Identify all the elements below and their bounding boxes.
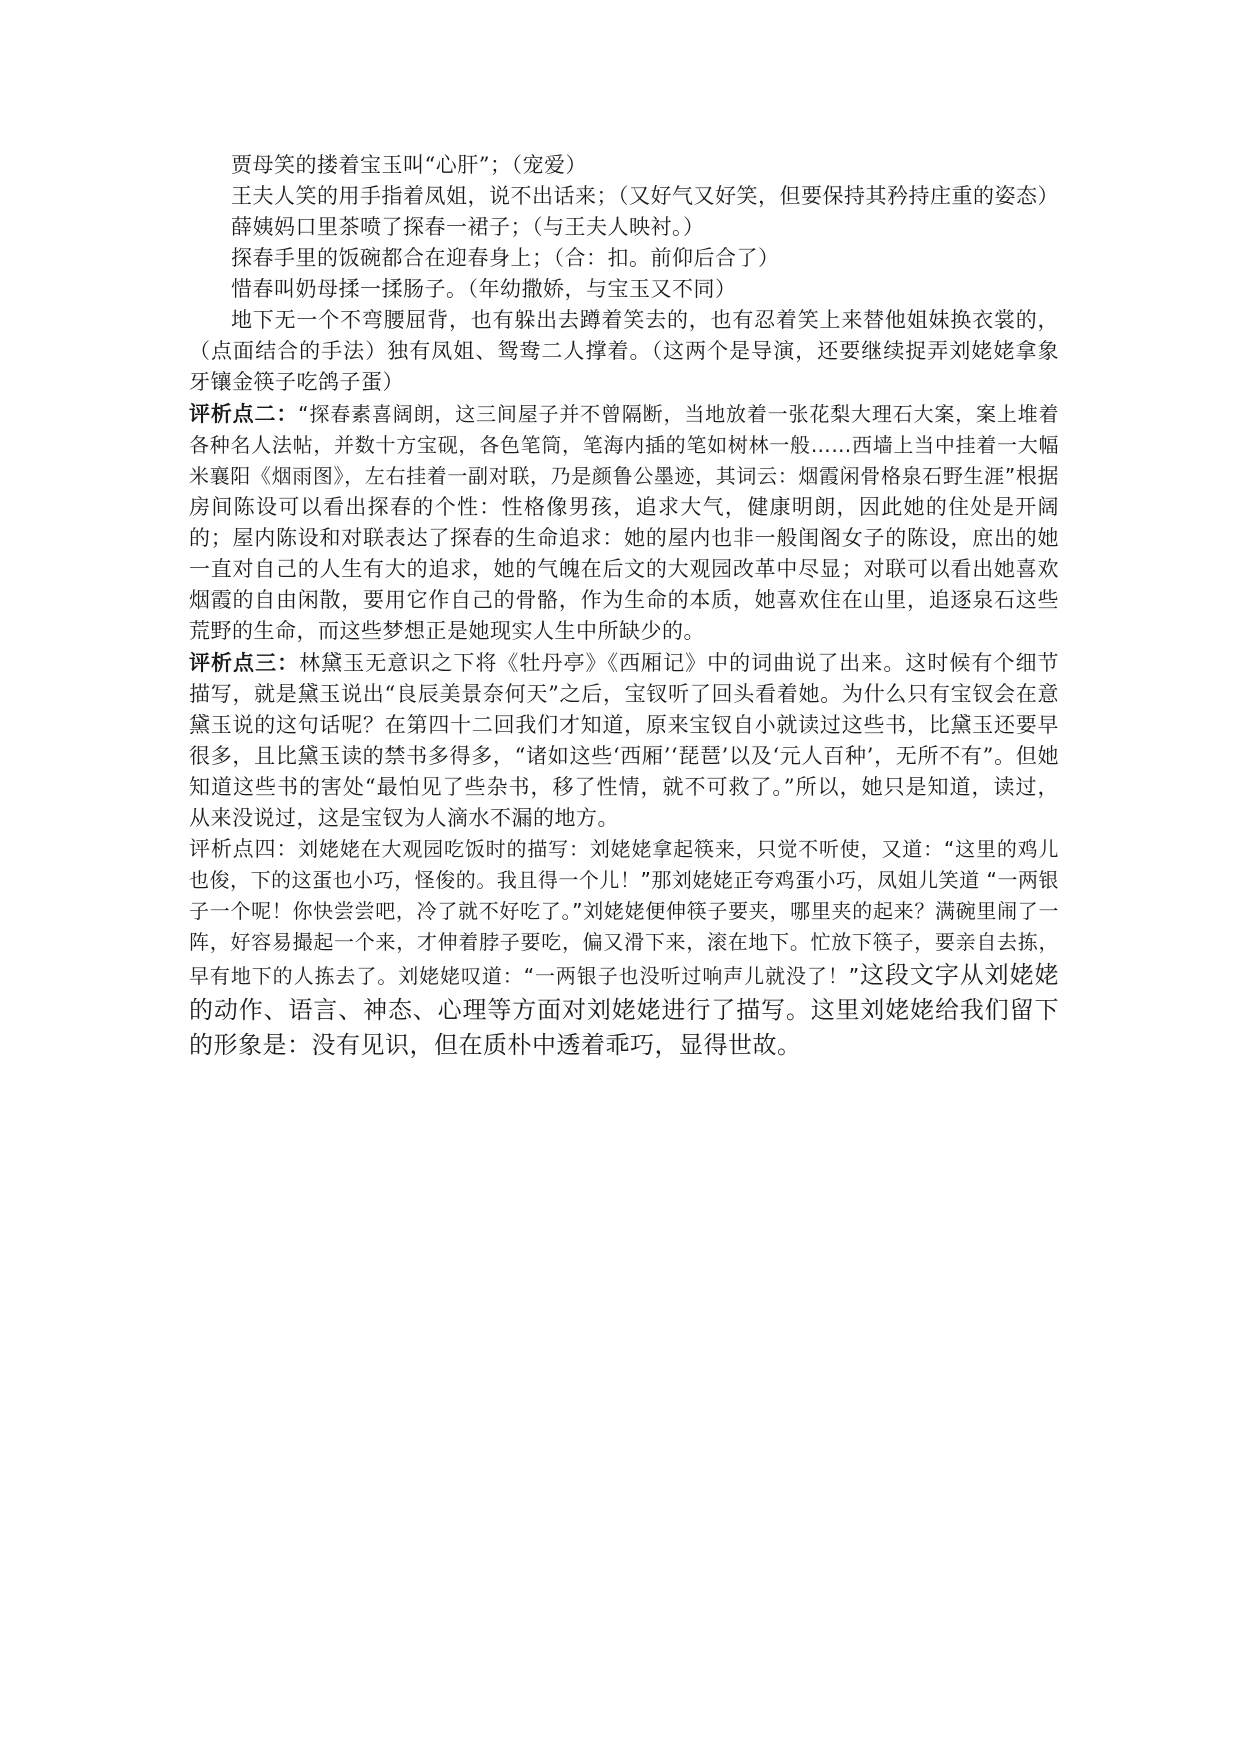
line-xueyima: 薛姨妈口里茶喷了探春一裙子；（与王夫人映衬。） <box>231 215 705 239</box>
line-jiamu: 贾母笑的搂着宝玉叫“心肝”；（宠爱） <box>231 153 587 177</box>
point4-quote: 刘姥姥在大观园吃饭时的描写：刘姥姥拿起筷来，只觉不听使，又道：“这里的鸡儿也俊，下的这蛋也小巧，怪俊的。我且得一个儿！”那刘姥姥正夸鸡蛋小巧，凤姐儿笑道 “一两银子一个呢！你快尝尝吧，冷了就不好吃了。”刘姥姥便伸筷子要夹，哪里夹的起来？满碗里闹了一阵，好容易撮起一个来，才伸着脖子要吃，偏又滑下来，滚在地下。忙放下筷子，要亲自去拣，早有地下的人拣去了。刘姥姥叹道：“一两银子也没听过响声儿就没了！” <box>189 837 1059 988</box>
analysis-point-4 <box>189 834 1059 1063</box>
line-dixia: 地下无一个不弯腰屈背，也有躲出去蹲着笑去的，也有忍着笑上来替他姐妹换衣裳的，（点面结合的手法）独有凤姐、鸳鸯二人撑着。（这两个是导演，还要继续捉弄刘姥姥拿象牙镶金筷子吃鸽子蛋） <box>189 308 1059 394</box>
line-tanchun: 探春手里的饭碗都合在迎春身上；（合：扣。前仰后合了） <box>231 246 780 270</box>
line-wangfuren: 王夫人笑的用手指着凤姐，说不出话来；（又好气又好笑，但要保持其矜持庄重的姿态） <box>231 184 1059 208</box>
point4-label: 评析点四： <box>189 837 299 861</box>
line-xichun: 惜春叫奶母揉一揉肠子。（年幼撒娇，与宝玉又不同） <box>231 277 737 301</box>
document-page <box>189 150 1059 1063</box>
analysis-point-3 <box>189 647 1059 834</box>
point2-text: 根据房间陈设可以看出探春的个性：性格像男孩，追求大气，健康明朗，因此她的住处是开阔的；屋内陈设和对联表达了探春的生命追求：她的屋内也非一般闺阁女子的陈设，庶出的她一直对自己的人生有大的追求，她的气魄在后文的大观园改革中尽显；对联可以看出她喜欢烟霞的自由闲散，要用它作自己的骨骼，作为生命的本质，她喜欢住在山里，追逐泉石这些荒野的生命，而这些梦想正是她现实人生中所缺少的。 <box>189 464 1059 643</box>
point2-label: 评析点二： <box>189 401 299 426</box>
point3-text: 林黛玉无意识之下将《牡丹亭》《西厢记》中的词曲说了出来。这时候有个细节描写，就是黛玉说出“良辰美景奈何天”之后，宝钗听了回头看着她。为什么只有宝钗会在意黛玉说的这句话呢？在第四十二回我们才知道，原来宝钗自小就读过这些书，比黛玉还要早很多，且比黛玉读的禁书多得多，“诸如这些‘西厢’‘琵琶’以及‘元人百种’，无所不有”。但她知道这些书的害处“最怕见了些杂书，移了性情，就不可救了。”所以，她只是知道，读过，从来没说过，这是宝钗为人滴水不漏的地方。 <box>189 651 1060 830</box>
point4-text: 这段文字从刘姥姥的动作、语言、神态、心理等方面对刘姥姥进行了描写。这里刘姥姥给我们留下的形象是：没有见识，但在质朴中透着乖巧，显得世故。 <box>189 961 1059 1059</box>
analysis-point-2 <box>189 398 1059 647</box>
point2-quote: “探春素喜阔朗，这三间屋子并不曾隔断，当地放着一张花梨大理石大案，案上堆着各种名人法帖，并数十方宝砚，各色笔筒，笔海内插的笔如树林一般……西墙上当中挂着一大幅米襄阳《烟雨图》，左右挂着一副对联，乃是颜鲁公墨迹，其词云：烟霞闲骨格泉石野生涯” <box>189 402 1059 488</box>
point3-label: 评析点三： <box>189 650 300 675</box>
